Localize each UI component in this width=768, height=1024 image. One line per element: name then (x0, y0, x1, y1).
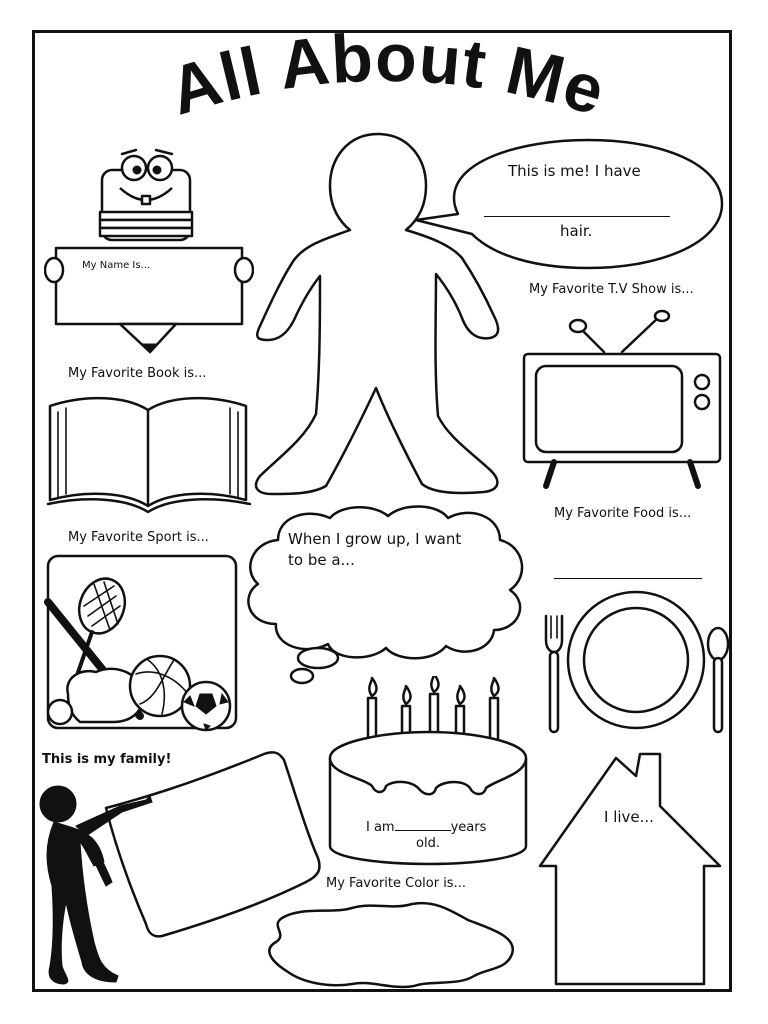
svg-text:All About Me (161, 20, 614, 130)
speech-line-1: This is me! I have (508, 162, 641, 180)
pencil-mascot-icon (44, 140, 254, 360)
age-blank[interactable] (395, 818, 451, 831)
sports-balls-icon (44, 554, 244, 732)
color-label: My Favorite Color is... (326, 876, 466, 891)
age-prefix: I am (366, 820, 395, 835)
plate-cutlery-icon (540, 590, 736, 738)
tv-label: My Favorite T.V Show is... (529, 282, 694, 297)
age-suffix: years (450, 820, 487, 835)
paint-puddle-icon (262, 898, 524, 990)
book-icon (46, 388, 252, 514)
hair-blank[interactable] (484, 200, 670, 217)
food-blank[interactable] (554, 566, 702, 579)
family-label: This is my family! (42, 752, 172, 767)
thought-bubble (238, 500, 538, 690)
thought-line-1: When I grow up, I want (288, 530, 462, 548)
tv-icon (520, 306, 726, 492)
cake-line-2: old. (416, 836, 440, 851)
title-text: All About Me (161, 19, 614, 131)
cake-age-line (366, 818, 486, 835)
name-sign-label: My Name Is... (82, 260, 151, 271)
house-icon (536, 750, 726, 986)
food-label: My Favorite Food is... (554, 506, 692, 521)
sport-label: My Favorite Sport is... (68, 530, 209, 545)
speech-line-2: hair. (560, 222, 593, 240)
book-label: My Favorite Book is... (68, 366, 207, 381)
thought-line-2: to be a... (288, 551, 355, 569)
house-label: I live... (604, 808, 654, 826)
